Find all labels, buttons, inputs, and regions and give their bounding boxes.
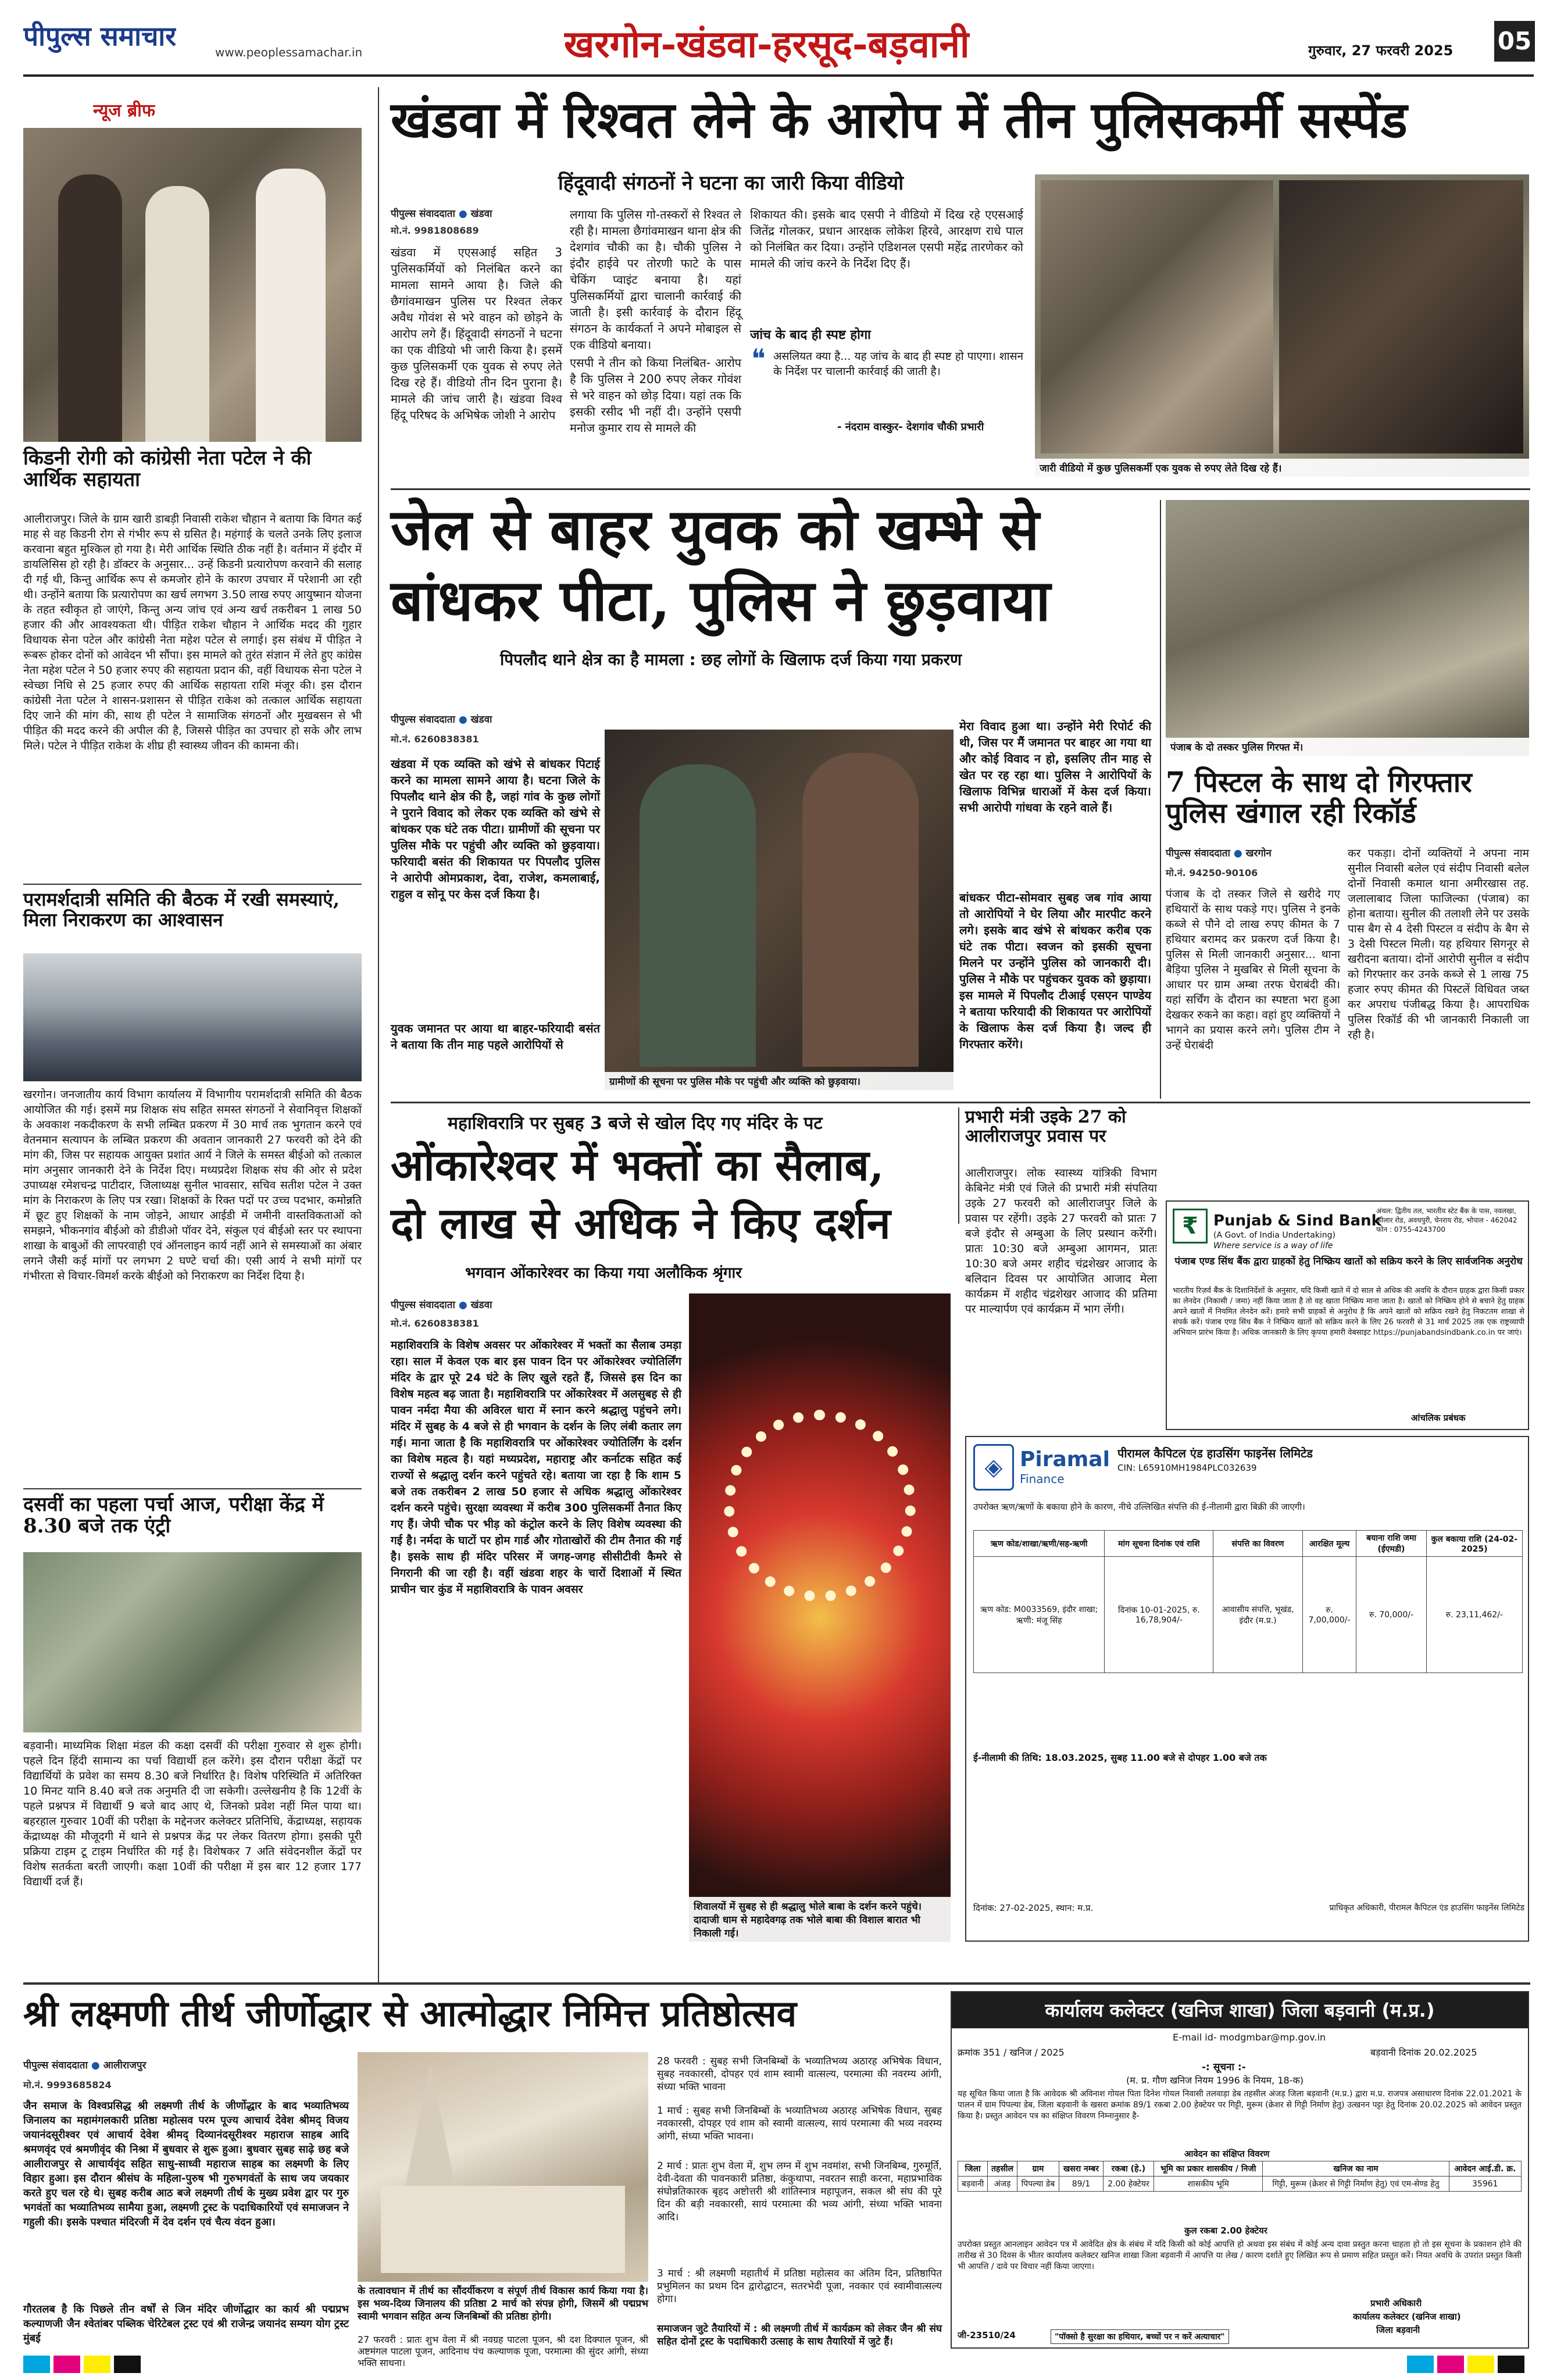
story1-col3: शिकायत की। इसके बाद एसपी ने वीडियो में दिख रहे एएसआई जितेंद्र गोलकर, प्रधान आरक्षक लोकेश हिरवे, आरक्षण राधे पाल को निलंबित कर दिया। उन्होंने एडिशनल एसपी महेंद्र तारणेकर को मामले की जांच करने के निर्देश दिए हैं। [750,208,1023,270]
story1-col2: लगाया कि पुलिस गो-तस्करों से रिश्वत ले रही है। मामला छैगांवमाखन थाना क्षेत्र की देशगांव चौकी का है। चौकी पुलिस ने इंदौर हाईवे पर तोरणी फाटे के पास चेकिंग प्वाइंट बनाया है। यहां पुलिसकर्मियों द्वारा चालानी कार्रवाई की जाती है। इसी कार्रवाई के दौरान हिंदू संगठन के कार्यकर्ता ने अपने मोबाइल से एक वीडियो बनाया। [570,208,741,352]
story6-col1b: गौरतलब है कि पिछले तीन वर्षों से जिन मंदिर जीर्णोद्धार का कार्य श्री पद्मप्रभ कल्याणजी जैन श्वेतांबर पब्लिक चेरिटेबल ट्रस्ट एवं श्री राजेन्द्र जयानंद सम्यग योग ट्रस्ट मुंबई [23,2303,349,2345]
divider [391,488,1530,490]
collector-email: E-mail id- modgmbar@mp.gov.in [1173,2032,1326,2043]
left-s2-headline: परामर्शदात्री समिति की बैठक में रखी समस्याएं, मिला निराकरण का आश्वासन [23,888,340,931]
story1-byline: पीपुल्स संवाददाता ● खंडवा [391,208,492,220]
story4-subhead: भगवान ओंकारेश्वर का किया गया अलौकिक श्रृंगार [465,1264,742,1282]
piramal-title: पीरामल कैपिटल एंड हाउसिंग फाइनेंस लिमिटेड [1117,1446,1313,1460]
bank-ad-headline: पंजाब एण्ड सिंध बैंक द्वारा ग्राहकों हेतु निष्क्रिय खातों को सक्रिय करने के लिए सार्वजनिक अनुरोध [1174,1256,1523,1267]
table-cell: शासकीय भूमि [1154,2177,1263,2192]
story6-photo-caption: के तत्वावधान में तीर्थ का सौंदर्यीकरण व संपूर्ण तीर्थ विकास कार्य किया गया है। इस भव्य-दिव्य जिनालय की प्रतिष्ठा 2 मार्च को संपन्न होगी, जिसमें श्री पद्मप्रभ स्वामी भगवान सहित अन्य जिनबिम्बों की प्रतिष्ठा होगी। [358,2285,648,2322]
collector-body: यह सूचित किया जाता है कि आवेदक श्री अविनाश गोयल पिता दिनेश गोयल निवासी तलवाड़ा डेब तहसील अंजड़ जिला बड़वानी (म.प्र.) द्वारा म.प्र. राजपत्र असाधारण दिनांक 22.01.2021 के पालन में ग्राम पिपल्या डेब, जिला बड़वानी के खसरा क्रमांक 89/1 रकबा 2.00 हेक्टेयर पर गिट्टी, मुरूम (क्रेशर से गिट्टी निर्माण हेतु) उत्खनन पट्टा हेतु दिनांक 20.02.2025 को आवेदन प्रस्तुत किया है। प्रस्तुत आवेदन पत्र का संक्षिप्त विवरण निम्नानुसार है- [958,2089,1522,2121]
bank-branch: अंचल: द्वितीय तल, भारतीय स्टेट बैंक के पास, नवलखा, कोलार रोड, अवधपुरी, चेनराय रोड, भोपाल - 462042 फोन : 0755-4243700 [1376,1207,1517,1234]
bank-name: Punjab & Sind Bank [1213,1212,1381,1230]
collector-sign1: प्रभारी अधिकारी [1370,2298,1422,2308]
table-cell: ऋण कोड: M0033569, इंदौर शाखा; ऋणी: मंजू सिंह [974,1557,1105,1673]
story2-headline-l2: बांधकर पीटा, पुलिस ने छुड़वाया [391,567,1051,634]
brand-logo: पीपुल्स समाचार [23,20,177,52]
piramal-sign: प्राधिकृत अधिकारी, पीरामल कैपिटल एंड हाउसिंग फाइनेंस लिमिटेड [1329,1903,1524,1913]
story2-col1: खंडवा में एक व्यक्ति को खंभे से बांधकर पिटाई करने का मामला सामने आया है। घटना जिले के पिपलौद थाने क्षेत्र की है, जहां गांव के कुछ लोगों ने पुराने विवाद को लेकर एक व्यक्ति को खंभे से बांधकर एक घंटे तक पीटा। ग्रामीणों की सूचना पर पुलिस मौके पर पहुंची और व्यक्ति को छुड़वाया। फरियादी बसंत की शिकायत पर पिपलौद पुलिस ने आरोपी ओमप्रकाश, देवा, राजेश, कमलाबाई, राहुल व सोनू पर केस दर्ज किया है। [391,757,600,901]
table-header: बयाना राशि जमा (ईएमडी) [1356,1531,1426,1557]
collector-notice: -: सूचना :- [1202,2061,1246,2073]
divider [23,1982,1530,1985]
table-cell: रु. 70,000/- [1356,1557,1426,1673]
left-photo-meeting [23,953,362,1081]
left-photo-donation [23,128,362,442]
story1-col1: खंडवा में एएसआई सहित 3 पुलिसकर्मियों को निलंबित करने का मामला सामने आया है। जिले की छैगांवमाखन पुलिस पर रिश्वत लेकर अवैध गोवंश से भरे वाहन को छोड़ने के आरोप लगे हैं। हिंदूवादी संगठनों ने घटना का एक वीडियो भी जारी किया है। इसमें कुछ पुलिसकर्मी एक युवक से रुपए लेते दिख रहे हैं। वीडियो तीन दिन पुराना है। मामले की जांच जारी है। खंडवा विश्व हिंदू परिषद के अभिषेक जोशी ने आरोप [391,245,562,422]
collector-refdate: बड़वानी दिनांक 20.02.2025 [1370,2047,1477,2058]
table-cell: पिपल्या डेब [1017,2177,1059,2192]
left-photo-exam [23,1552,362,1732]
table-header: आवेदन आई.डी. क्र. [1449,2161,1521,2177]
story4-body: महाशिवरात्रि के विशेष अवसर पर ओंकारेश्वर में भक्तों का सैलाब उमड़ा रहा। साल में केवल एक बार इस पावन दिन पर ओंकारेश्वर ज्योतिर्लिंग मंदिर के द्वार पूरे 24 घंटे के लिए खुले रहते हैं, जिससे इस दिन का विशेष महत्व बढ़ जाता है। महाशिवरात्रि पर ओंकारेश्वर में अलसुबह से ही पावन नर्मदा मैया की अविरल धारा में स्नान करने श्रद्धालु पहुंचने लगे। मंदिर में सुबह के 4 बजे से ही भगवान के दर्शन के लिए लंबी कतार लग गई। माना जाता है कि महाशिवरात्रि पर ओंकारेश्वर ज्योतिर्लिंग के दर्शन का विशेष महत्व है। यहां मध्यप्रदेश, महाराष्ट्र और कर्नाटक सहित कई राज्यों से श्रद्धालु दर्शन करने पहुंचते रहे। बताया जा रहा है कि शाम 5 बजे तक तकरीबन 2 लाख 50 हजार से अधिक श्रद्धालु ओंकारेश्वर दर्शन करने पहुंचे। सुरक्षा व्यवस्था में करीब 300 पुलिसकर्मी तैनात किए गए हैं। जेपी चौक पर भीड़ को कंट्रोल करने के लिए विशेष व्यवस्था की गई है। नर्मदा के घाटों पर होम गार्ड और गोताखोरों की टीम तैनात की गई है। इसके साथ ही मंदिर परिसर में जगह-जगह सीसीटीवी कैमरे से निगरानी की जा रही है। वहीं खंडवा शहर के चारों दिशाओं में स्थित प्राचीन चार कुंड में महाशिवरात्रि के पावन अवसर [391,1339,681,1596]
table-row [958,2177,1522,2192]
bank-tag: (A Govt. of India Undertaking) [1213,1231,1335,1240]
story5-headline: प्रभारी मंत्री उइके 27 को आलीराजपुर प्रवास पर [965,1107,1126,1146]
collector-table [958,2161,1522,2192]
story4-byline: पीपुल्स संवाददाता ● खंडवा [391,1299,492,1311]
story2-photo-caption: ग्रामीणों की सूचना पर पुलिस मौके पर पहुंची और व्यक्ति को छुड़वाया। [605,1072,954,1090]
story2-col3b: बांधकर पीटा-सोमवार सुबह जब गांव आया तो आरोपियों ने घेर लिया और मारपीट करने लगे। इसके बाद खंभे से बांधकर करीब एक घंटे तक पीटा। स्वजन को इसकी सूचना मिलने पर उन्होंने पुलिस को जानकारी दी। पुलिस ने मौके पर पहुंचकर युवक को छुड़ाया। इस मामले में पिपलौद टीआई एसएन पाण्डेय ने बताया फरियादी की शिकायत पर आरोपियों के खिलाफ केस दर्ज किया है। जल्द ही गिरफ्तार करेंगे। [959,891,1151,1051]
piramal-sub: Finance [1020,1472,1065,1486]
column-rule [1160,500,1161,1099]
quote-icon: ❝ [751,343,766,374]
divider [23,1488,362,1489]
left-s3-headline: दसवीं का पहला पर्चा आज, परीक्षा केंद्र में 8.30 बजे तक एंट्री [23,1493,324,1538]
table-header: कुल बकाया राशि (24-02-2025) [1426,1531,1522,1557]
story4-headline-l1: ओंकारेश्वर में भक्तों का सैलाब, [391,1141,884,1191]
person-figure [145,186,209,442]
table-header: ऋण कोड/शाखा/ऋणी/सह-ऋणी [974,1531,1105,1557]
news-brief-label: न्यूज ब्रीफ [93,101,155,121]
story4-photo-caption: शिवालयों में सुबह से ही श्रद्धालु भोले बाबा के दर्शन करने पहुंचे। दादाजी धाम से महादेवगढ़ तक भोले बाबा की विशाल बारात भी निकाली गई। [689,1897,951,1942]
divider [391,1102,1530,1103]
table-header: रकबा (हे.) [1103,2161,1154,2177]
left-s1-body: आलीराजपुर। जिले के ग्राम खारी डाबड़ी निवासी राकेश चौहान ने बताया कि विगत कई माह से वह किडनी रोग से गंभीर रूप से ग्रसित है। महंगाई के चलते उनके लिए इलाज करवाना बहुत मुश्किल हो गया है। मेरी आर्थिक स्थिति ठीक नहीं है। वर्तमान में इंदौर में डायलिसिस हो रही है। डॉक्टर के अनुसार... उन्हें किडनी प्रत्यारोपण करवाने की सलाह दी गई थी, किन्तु आर्थिक रूप से कमजोर होने के कारण उपचार में परेशानी आ रही थी। उन्होंने बताया कि प्रत्यारोपण का खर्च लगभग 3.50 लाख रुपए आयुष्मान योजना के तहत स्वीकृत हो जाएंगे, किन्तु अन्य जांच एवं अन्य खर्च तकरीबन 1 लाख 50 हजार की और आवश्यकता थी। पीड़ित राकेश चौहान ने आर्थिक मदद की गुहार विधायक सेना पटेल और कांग्रेसी नेता महेश पटेल से लगाई। इस संबंध में पीड़ित ने रूबरू होकर दोनों को आवेदन भी सौंपा। इस मामले को तुरंत संज्ञान में लेते हुए कांग्रेस नेता महेश पटेल ने 50 हजार रुपए की सहायता प्रदान की, वहीं विधायक सेना पटेल ने स्वेच्छा निधि से 25 हजार रुपए की आर्थिक सहायता राशि मंजूर की। इस दौरान कांग्रेसी नेता पटेल ने शासन-प्रशासन से पीड़ित राकेश को तत्काल आर्थिक सहायता दिए जाने की मांग की, साथ ही पटेल ने सामाजिक संगठनों और मुखबसन से भी पीड़ित की मदद करने की अपील की है, जिससे पीड़ित का उपचार हो सके और लाभ मिले। पटेल ने पीड़ित राकेश के शीघ्र ही स्वास्थ्य जीवन की कामना की। [23,513,362,752]
header-rule [23,74,1534,77]
bank-ad-body: भारतीय रिज़र्व बैंक के दिशानिर्देशों के अनुसार, यदि किसी खाते में दो साल से अधिक की अवधि के दौरान ग्राहक द्वारा किसी प्रकार का लेनदेन (निकासी / जमा) नहीं किया जाता है तो वह खाता निष्क्रिय माना जाता है। खातों को निष्क्रिय होने से बचाने हेतु ग्राहक अपने खातों में नियमित लेनदेन करें। हमारे सभी ग्राहकों से अनुरोध है कि अपने खातों को सक्रिय रखने हेतु निकटतम शाखा से संपर्क करें। पंजाब एण्ड सिंध बैंक ने निष्क्रिय खातों को सक्रिय करने के लिए 26 फरवरी से 31 मार्च 2025 तक एक राष्ट्रव्यापी अभियान प्रारंभ किया है। अधिक जानकारी के लिए कृपया हमारी वेबसाइट https://punjabandsindbank.co.in पर जाएं। [1173,1287,1524,1337]
story6-b1: 27 फरवरी : प्रातः शुभ वेला में श्री नवग्रह पाटला पूजन, श्री दश दिक्पाल पूजन, श्री अष्टमंगल पाटला पूजन, आदिनाथ पंच कल्याणक पूजा, परमात्मा की सुंदर आंगी, संध्या भक्ति साधना। [358,2334,648,2368]
section-title: खरगोन-खंडवा-हरसूद-बड़वानी [564,23,970,66]
ad-collector [951,1991,1529,2349]
table-cell: 35961 [1449,2177,1521,2192]
flower-decoration [724,1410,916,1602]
story2-mobile: मो.नं. 6260838381 [391,734,479,745]
table-row [974,1557,1523,1673]
story6-b5: 3 मार्च : श्री लक्ष्मणी महातीर्थ में प्रतिष्ठा महोत्सव का अंतिम दिन, प्रतिष्ठापित प्रभुमिलन का प्रथम दिन द्वारोद्घाटन, सतरभेदी पूजा, नवकार एवं स्वामीवात्सल्य होगा। [657,2268,942,2305]
story3-col2: कर पकड़ा। दोनों व्यक्तियों ने अपना नाम सुनील निवासी बलेल एवं संदीप निवासी बलेल दोनों निवासी कमाल थाना अमीरखास तह. जलालाबाद जिला फाजिल्का (पंजाब) का होना बताया। सुनील की तलाशी लेने पर उसके पास बैग से 4 देसी पिस्टल व संदीप के बैग से 3 देसी पिस्टल मिली। यह हथियार सिगनूर से खरीदना बताया। दोनों आरोपी सुनील व संदीप को गिरफ्तार कर उनके कब्जे से 1 लाख 75 हजार रुपए कीमत की पिस्टलें विधिवत जब्त कर अपराध पंजीबद्ध किया है। आपराधिक पुलिस रिकॉर्ड की भी जानकारी निकाली जा रही है। [1348,847,1529,1041]
inset-photo [1279,180,1523,453]
person-figure [256,169,326,442]
story6-b6: समाजजन जुटे तैयारियों में : श्री लक्ष्मणी तीर्थ में कार्यक्रम को लेकर जैन श्री संघ सहित दोनों ट्रस्ट के पदाधिकारी उत्साह के साथ तैयारियों में जुटे हैं। [657,2323,942,2347]
table-header: तहसील [988,2161,1017,2177]
table-header: खसरा नम्बर [1059,2161,1103,2177]
collector-sign2: कार्यालय कलेक्टर (खनिज शाखा) [1353,2311,1461,2322]
print-color-bar-left [23,2356,141,2373]
ad-piramal [965,1436,1529,1942]
story1-headline: खंडवा में रिश्वत लेने के आरोप में तीन पुलिसकर्मी सस्पेंड [391,91,1408,149]
print-color-bar-right [1407,2356,1524,2373]
collector-body2: उपरोक्त प्रस्तुत आनलाइन आवेदन पत्र में आवेदित क्षेत्र के संबंध में यदि किसी को कोई आपत्ति हो अथवा इस संबंध में कोई अन्य दावा प्रस्तुत करना चाहता हो तो इस सूचना के प्रकाशन होने की तारीख से 30 दिवस के भीतर कार्यालय कलेक्टर खनिज शाखा जिला बड़वानी में आपत्ति या लेख / कारण दर्शाते हुए लिखित रूप से प्रमाण सहित प्रस्तुत करें। नियत अवधि के उपरांत प्रस्तुत किसी भी आपत्ति / दावे पर विचार नहीं किया जाएगा। [958,2240,1522,2271]
table-header: आरक्षित मूल्य [1302,1531,1356,1557]
table-cell: 2.00 हेक्टेयर [1103,2177,1154,2192]
piramal-cin: CIN: L65910MH1984PLC032639 [1117,1463,1257,1473]
table-cell: गिट्टी, मुरूम (क्रेशर से गिट्टी निर्माण हेतु) एवं एम-सेण्ड हेतु [1263,2177,1449,2192]
table-cell: रु. 7,00,000/- [1302,1557,1356,1673]
collector-title: कार्यालय कलेक्टर (खनिज शाखा) जिला बड़वानी (म.प्र.) [952,1992,1528,2028]
collector-sign3: जिला बड़वानी [1376,2325,1420,2335]
left-s3-body: बड़वानी। माध्यमिक शिक्षा मंडल की कक्षा दसवीं की परीक्षा गुरुवार से शुरू होगी। पहले दिन हिंदी सामान्य का पर्चा विद्यार्थी हल करेंगे। इस दौरान परीक्षा केंद्रों पर विद्यार्थियों के प्रवेश का समय 8.30 बजे निर्धारित है। विशेष परिस्थिति में अतिरिक्त 10 मिनट यानि 8.40 बजे तक अनुमति दी जा सकेगी। उल्लेखनीय है कि 12वीं के पहले प्रश्नपत्र में विद्यार्थी 9 बजे बाद आए थे, जिनको प्रवेश नहीं मिल पाया था। बहरहाल गुरुवार 10वीं की परीक्षा के मद्देनजर कलेक्टर प्रतिनिधि, केंद्राध्यक्ष, सहायक केंद्राध्यक्ष की मौजूदगी में थाने से प्रश्नपत्र केंद्र पर लेकर वितरण होगा। इसकी पूरी प्रक्रिया टाइम टू टाइम निर्धारित की गई है। विशेषकर 7 अति संवेदनशील केंद्रों पर विशेष सतर्कता बरती जाएगी। कक्षा 10वीं की परीक्षा में इस बार 12 हजार 177 विद्यार्थी दर्ज हैं। [23,1739,362,1888]
story1-photo-caption: जारी वीडियो में कुछ पुलिसकर्मी एक युवक से रुपए लेते दिख रहे हैं। [1035,459,1529,477]
table-cell: बड़वानी [958,2177,988,2192]
story2-subhead: पिपलौद थाने क्षेत्र का है मामला : छह लोगों के खिलाफ दर्ज किया गया प्रकरण [500,650,962,669]
masthead [23,17,1535,70]
bank-logo-icon: ₹ [1173,1209,1208,1243]
ad-psb [1166,1200,1529,1430]
story2-byline: पीपुल्स संवाददाता ● खंडवा [391,714,492,726]
story6-headline: श्री लक्ष्मणी तीर्थ जीर्णोद्धार से आत्मोद्धार निमित्त प्रतिष्ठोत्सव [23,1992,797,2035]
story5-body: आलीराजपुर। लोक स्वास्थ्य यांत्रिकी विभाग केबिनेट मंत्री एवं जिले की प्रभारी मंत्री संपतिया उइके 27 फरवरी को आलीराजपुर जिले के प्रवास पर रहेंगी। उइके 27 फरवरी को प्रातः 7 बजे इंदौर से अम्बुआ के लिए प्रस्थान करेंगी। प्रातः 10:30 बजे अम्बुआ आगमन, प्रातः 10:30 बजे अमर शहीद चंद्रशेखर आजाद के बलिदान दिवस पर आयोजित आजाद मेला कार्यक्रम में शहीद चंद्रशेखर आजाद की प्रतिमा पर माल्यार्पण एवं कार्यक्रम में भाग लेंगी। [965,1167,1157,1316]
inset-photo [1041,180,1273,453]
story1-quote: असलियत क्या है... यह जांच के बाद ही स्पष्ट हो पाएगा। शासन के निर्देश पर चालानी कार्रवाई की जाती है। [773,350,1023,378]
piramal-logo-icon: ◈ [973,1444,1014,1491]
story4-photo [689,1293,951,1942]
issue-date: गुरुवार, 27 फरवरी 2025 [1308,42,1454,59]
story6-b4: 2 मार्च : प्रातः शुभ वेला में, शुभ लग्न में शुभ नवमांश, सभी जिनबिम्ब, गुरुमूर्ति, देवी-देवता की पावनकारी प्रतिष्ठा, कंकुथापा, नवरतन साही करना, महाप्रभाविक संघोन्नतिकारक बृहद अष्टोत्तरी श्री शांतिस्नात्र महापूजन, सकल श्री संघ की पूरे दिन की बड़ी नवकारसी, सायं परमात्मा की भव्य आंगी, संध्या भक्ति भावना आदि। [657,2160,942,2223]
piramal-brand: Piramal [1020,1448,1110,1471]
story4-headline-l2: दो लाख से अधिक ने किए दर्शन [391,1199,891,1249]
person-figure [58,174,122,442]
temple-body [381,2186,625,2273]
story3-col1: पंजाब के दो तस्कर जिले से खरीदे गए हथियारों के साथ पकड़े गए। पुलिस ने इनके कब्जे से पौने दो लाख रुपए कीमत के 7 हथियार बरामद कर प्रकरण दर्ज किया है। पुलिस से मिली जानकारी अनुसार... थाना बैड़िया पुलिस ने मुखबिर से मिली सूचना के आधार पर ग्राम अम्बा तरफ घेराबंदी की। यहां सर्चिंग के दौरान का स्पष्टता भरा हुआ देखकर रुकने का कहा। वहां हुए व्यक्तियों ने भागने का प्रयास करने लगे। पुलिस टीम ने उन्हें घेराबंदी [1166,888,1340,1052]
story1-quote-by: - नंदराम वास्कुर- देशगांव चौकी प्रभारी [837,421,984,433]
person-figure [802,753,919,1067]
piramal-date: दिनांक: 27-02-2025, स्थान: म.प्र. [973,1903,1094,1913]
bank-tagline: Where service is a way of life [1213,1241,1333,1250]
story6-byline: पीपुल्स संवाददाता ● आलीराजपुर [23,2060,147,2071]
story1-mobile: मो.नं. 9981808689 [391,225,479,236]
story2-col1b: युवक जमानत पर आया था बाहर-फरियादी बसंत ने बताया कि तीन माह पहले आरोपियों से [391,1021,600,1052]
table-header: भूमि का प्रकार शासकीय / निजी [1154,2161,1263,2177]
table-header: संपत्ति का विवरण [1213,1531,1302,1557]
left-s2-body: खरगोन। जनजातीय कार्य विभाग कार्यालय में विभागीय परामर्शदात्री समिति की बैठक आयोजित की गई। इसमें मप्र शिक्षक संघ सहित समस्त संगठनों ने सेवानिवृत्त शिक्षकों के अवकाश नकदीकरण के सभी लम्बित प्रकरण में 30 मार्च तक भुगतान करने एवं वेतनमान सत्यापन के लम्बित प्रकरण की अवतान जानकारी 27 फरवरी को देने की मांग की, जिस पर सहायक आयुक्त प्रशांत आर्य ने जिले के समस्त बीईओ को तत्काल मांग अनुसार जानकारी देने के निर्देश दिए। मध्यप्रदेश शिक्षक संघ की ओर से प्रदेश उपाध्यक्ष रमेशचन्द्र पाटीदार, जिलाध्यक्ष सुनील भावसार, सचिव सतीश पटेल ने उक्त मांग के निराकरण के लिए पत्र रखा। शिक्षकों के रिक्त पदों पर उच्च पदभार, कमोन्नति में छूट हुए शिक्षकों के नाम जोड़ने, आधार आईडी में जमीनी वास्तविकताओं को समझने, भीकनगांव बीईओ को डीडीओ पॉवर देने, संकुल एवं बीईओ स्तर पर स्थापना शाखा के बाबुओं की लापरवाही एवं ऑनलाइन कार्य नहीं आने से समस्याओं का अंबार लगने जैसी कई मांगों पर लगभग 2 घण्टे चर्चा की। एसी आर्य ने सभी मांगों पर गंभीरता से विचार-विमर्श करके बीईओ को निराकरण का निर्देश दिया है। [23,1088,362,1282]
story3-headline: 7 पिस्टल के साथ दो गिरफ्तार पुलिस खंगाल रही रिकॉर्ड [1166,766,1472,830]
piramal-notice: उपरोक्त ऋण/ऋणों के बकाया होने के कारण, नीचे उल्लिखित संपत्ति की ई-नीलामी द्वारा बिक्री की जाएगी। [973,1502,1305,1512]
divider [23,884,362,885]
table-cell: रु. 23,11,462/- [1426,1557,1522,1673]
story1-photo [1035,174,1529,477]
piramal-auction: ई-नीलामी की तिथि: 18.03.2025, सुबह 11.00 बजे से दोपहर 1.00 बजे तक [973,1752,1267,1763]
table-cell: आवासीय संपत्ति, भूखंड, इंदौर (म.प्र.) [1213,1557,1302,1673]
story3-mobile: मो.नं. 94250-90106 [1166,867,1258,878]
story1-col2b: एसपी ने तीन को किया निलंबित- आरोप है कि पुलिस ने 200 रुपए लेकर गोवंश से भरे वाहन को छोड़ दिया। यहां तक कि इसकी रसीद भी नहीं दी। उन्होंने एसपी मनोज कुमार राय से मामले की [570,356,741,435]
story1-subhead: हिंदूवादी संगठनों ने घटना का जारी किया वीडियो [558,171,904,195]
left-s1-headline: किडनी रोगी को कांग्रेसी नेता पटेल ने की आर्थिक सहायता [23,446,312,492]
column-rule [958,1107,959,1224]
collector-rule: (म. प्र. गौण खनिज नियम 1996 के नियम, 18-क) [1126,2075,1304,2086]
piramal-table [973,1530,1523,1673]
table-header: खनिज का नाम [1263,2161,1449,2177]
person-figure [640,764,756,1067]
story3-photo-caption: पंजाब के दो तस्कर पुलिस गिरफ्त में। [1166,738,1529,756]
table-cell: 89/1 [1059,2177,1103,2192]
story2-photo [605,730,954,1090]
story3-byline: पीपुल्स संवाददाता ● खरगोन [1166,848,1272,859]
story2-col3: मेरा विवाद हुआ था। उन्होंने मेरी रिपोर्ट की थी, जिस पर मैं जमानत पर बाहर आ गया था और कोई विवाद न हो, इसलिए तीन माह से खेत पर रह रहा था। पुलिस ने आरोपियों के खिलाफ विभिन्न धाराओं में केस दर्ज किया। सभी आरोपी गांधवा के रहने वाले हैं। [959,719,1151,814]
collector-table-title: आवेदन का संक्षिप्त विवरण [1184,2149,1270,2159]
story4-mobile: मो.नं. 6260838381 [391,1318,479,1329]
table-header: ग्राम [1017,2161,1059,2177]
table-cell: अंजड़ [988,2177,1017,2192]
story1-subhead2: जांच के बाद ही स्पष्ट होगा [750,328,871,342]
collector-slogan: "पॉक्सो है सुरक्षा का हथियार, बच्चों पर न करें अत्याचार" [1051,2329,1229,2344]
story3-photo [1166,500,1529,756]
temple-spire [404,2064,456,2192]
bank-ad-sign: आंचलिक प्रबंधक [1411,1413,1466,1423]
collector-code: जी-23510/24 [958,2330,1016,2340]
page-number: 05 [1494,21,1535,62]
table-header: मांग सूचना दिनांक एवं राशि [1105,1531,1213,1557]
table-cell: दिनांक 10-01-2025, रु. 16,78,904/- [1105,1557,1213,1673]
story6-photo [358,2052,648,2282]
site-url[interactable]: www.peoplessamachar.in [215,45,363,59]
story4-kicker: महाशिवरात्रि पर सुबह 3 बजे से खोल दिए गए मंदिर के पट [448,1113,823,1134]
table-header: जिला [958,2161,988,2177]
story6-mobile: मो.नं. 9993685824 [23,2079,112,2090]
story2-headline-l1: जेल से बाहर युवक को खम्भे से [391,496,1040,563]
story6-b3: 1 मार्च : सुबह सभी जिनबिम्बों के भव्यातिभव्य अठारह अभिषेक विधान, सुबह नवकारसी, दोपहर एवं शाम को स्वामी वात्सल्य, सायं परमात्मा की भव्य नवरम्य आंगी, संध्या भक्ति भावना। [657,2105,942,2142]
collector-total: कुल रकबा 2.00 हेक्टेयर [1184,2225,1268,2236]
story6-col1: जैन समाज के विश्वप्रसिद्ध श्री लक्ष्मणी तीर्थ के जीर्णोद्धार के बाद भव्यातिभव्य जिनालय का महामंगलकारी प्रतिष्ठा महोत्सव परम पूज्य आचार्य देवेश श्रीमद् विजय जयानंदसूरीश्वर एवं आचार्य देवेश श्रीमद् दिव्यानंदसूरीश्वर महाराज साहब आदि श्रमणवृंद एवं श्रमणीवृंद की निश्रा में बुधवार से शुरू हुआ। बुधवार सुबह साढ़े छह बजे आलीराजपुर से आचार्यवृंद सहित साधु-साध्वी महाराज साहब का लक्ष्मणी के लिए विहार हुआ। इस दौरान श्रीसंघ के महिला-पुरुष भी गुरुभगवंतों के साथ जय जयकार करते हुए चल रहे थे। सुबह करीब आठ बजे लक्ष्मणी तीर्थ के मुख्य प्रवेश द्वार पर गुरु भगवंतों का भव्यातिभव्य सामैया हुआ, लक्ष्मणी ट्रस्ट के पदाधिकारियों एवं समाजजन ने गहुली की। इसके पश्चात मंदिरजी में देव दर्शन एवं चैत्य वंदन हुआ। [23,2100,349,2228]
story6-b2: 28 फरवरी : सुबह सभी जिनबिम्बों के भव्यातिभव्य अठारह अभिषेक विधान, सुबह नवकारसी, दोपहर एवं शाम स्वामी वात्सल्य, परमात्मा की नवरम्य आंगी, संध्या भक्ति भावना [657,2056,942,2093]
collector-refno: क्रमांक 351 / खनिज / 2025 [958,2047,1065,2058]
column-rule [378,87,379,1982]
